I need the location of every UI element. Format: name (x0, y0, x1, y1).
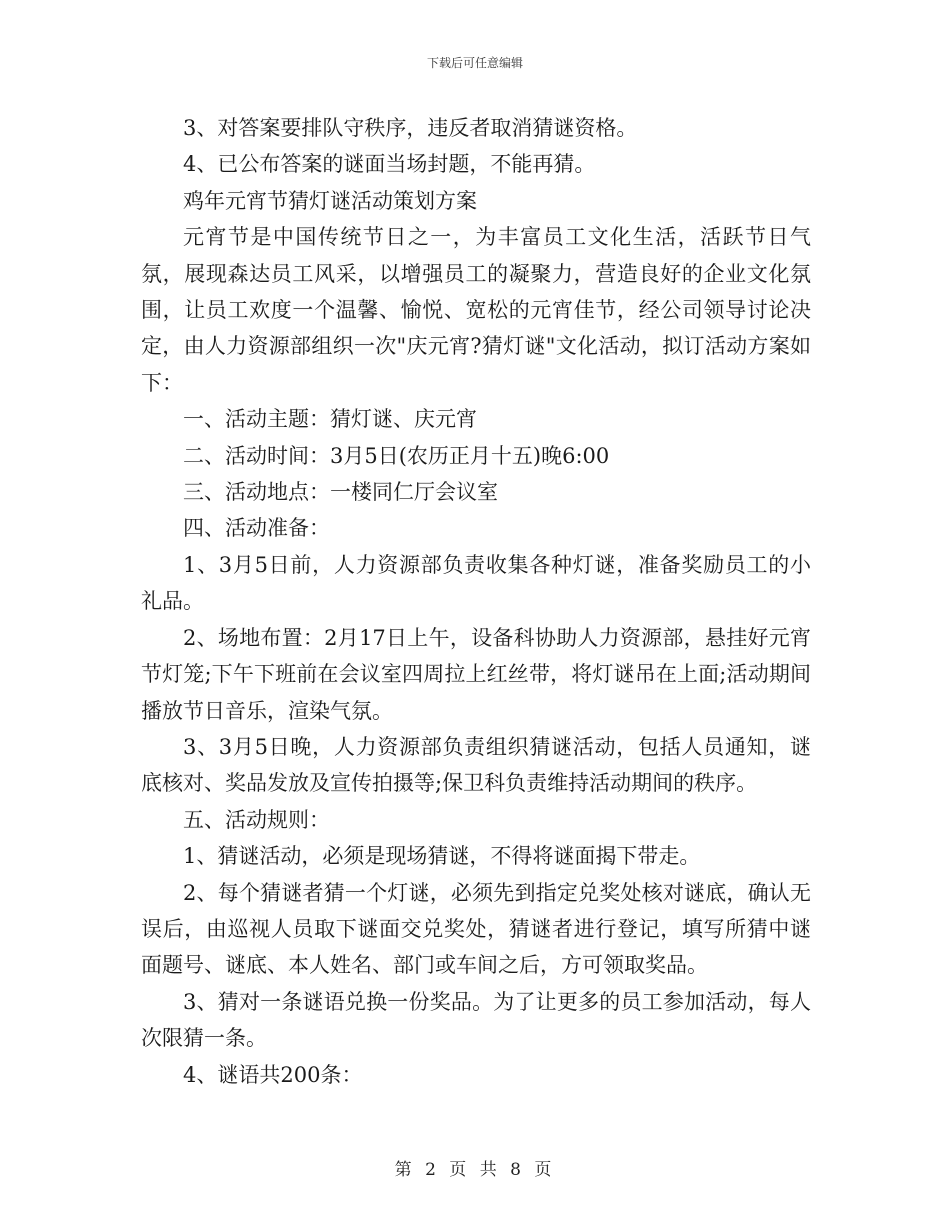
paragraph: 4、谜语共200条： (183, 1062, 363, 1087)
paragraph: 3、3月5日晚，人力资源部负责组织猜谜活动，包括人员通知，谜底核对、奖品发放及宣传拍摄等;保卫科负责维持活动期间的秩序。 (141, 734, 811, 796)
paragraph: 三、活动地点：一楼同仁厅会议室 (183, 480, 498, 505)
paragraph: 一、活动主题：猜灯谜、庆元宵 (183, 407, 477, 432)
paragraph: 3、猜对一条谜语兑换一份奖品。为了让更多的员工参加活动，每人次限猜一条。 (141, 989, 811, 1051)
paragraph: 元宵节是中国传统节日之一，为丰富员工文化生活，活跃节日气氛，展现森达员工风采，以增强员工的凝聚力，营造良好的企业文化氛围，让员工欢度一个温馨、愉悦、宽松的元宵佳节，经公司领导讨论决定，由人力资源部组织一次"庆元宵?猜灯谜"文化活动，拟订活动方案如下： (141, 225, 811, 395)
paragraph: 1、猜谜活动，必须是现场猜谜，不得将谜面揭下带走。 (183, 844, 701, 869)
paragraph: 2、场地布置：2月17日上午，设备科协助人力资源部，悬挂好元宵节灯笼;下午下班前在会议室四周拉上红丝带，将灯谜吊在上面;活动期间播放节日音乐，渲染气氛。 (141, 625, 811, 723)
document-body (141, 110, 811, 1093)
page-header: 下载后可任意编辑 (426, 56, 523, 70)
paragraph: 4、已公布答案的谜面当场封题，不能再猜。 (183, 152, 596, 177)
page-footer: 第 2 页 共 8 页 (394, 1160, 556, 1180)
paragraph: 二、活动时间：3月5日(农历正月十五)晚6:00 (183, 443, 610, 468)
paragraph: 1、3月5日前，人力资源部负责收集各种灯谜，准备奖励员工的小礼品。 (141, 552, 811, 614)
paragraph: 五、活动规则： (183, 807, 330, 832)
paragraph: 2、每个猜谜者猜一个灯谜，必须先到指定兑奖处核对谜底，确认无误后，由巡视人员取下谜面交兑奖处，猜谜者进行登记，填写所猜中谜面题号、谜底、本人姓名、部门或车间之后，方可领取奖品。 (141, 880, 811, 978)
paragraph: 3、对答案要排队守秩序，违反者取消猜谜资格。 (183, 116, 638, 140)
paragraph: 四、活动准备： (183, 516, 330, 541)
section-title: 鸡年元宵节猜灯谜活动策划方案 (183, 188, 477, 213)
